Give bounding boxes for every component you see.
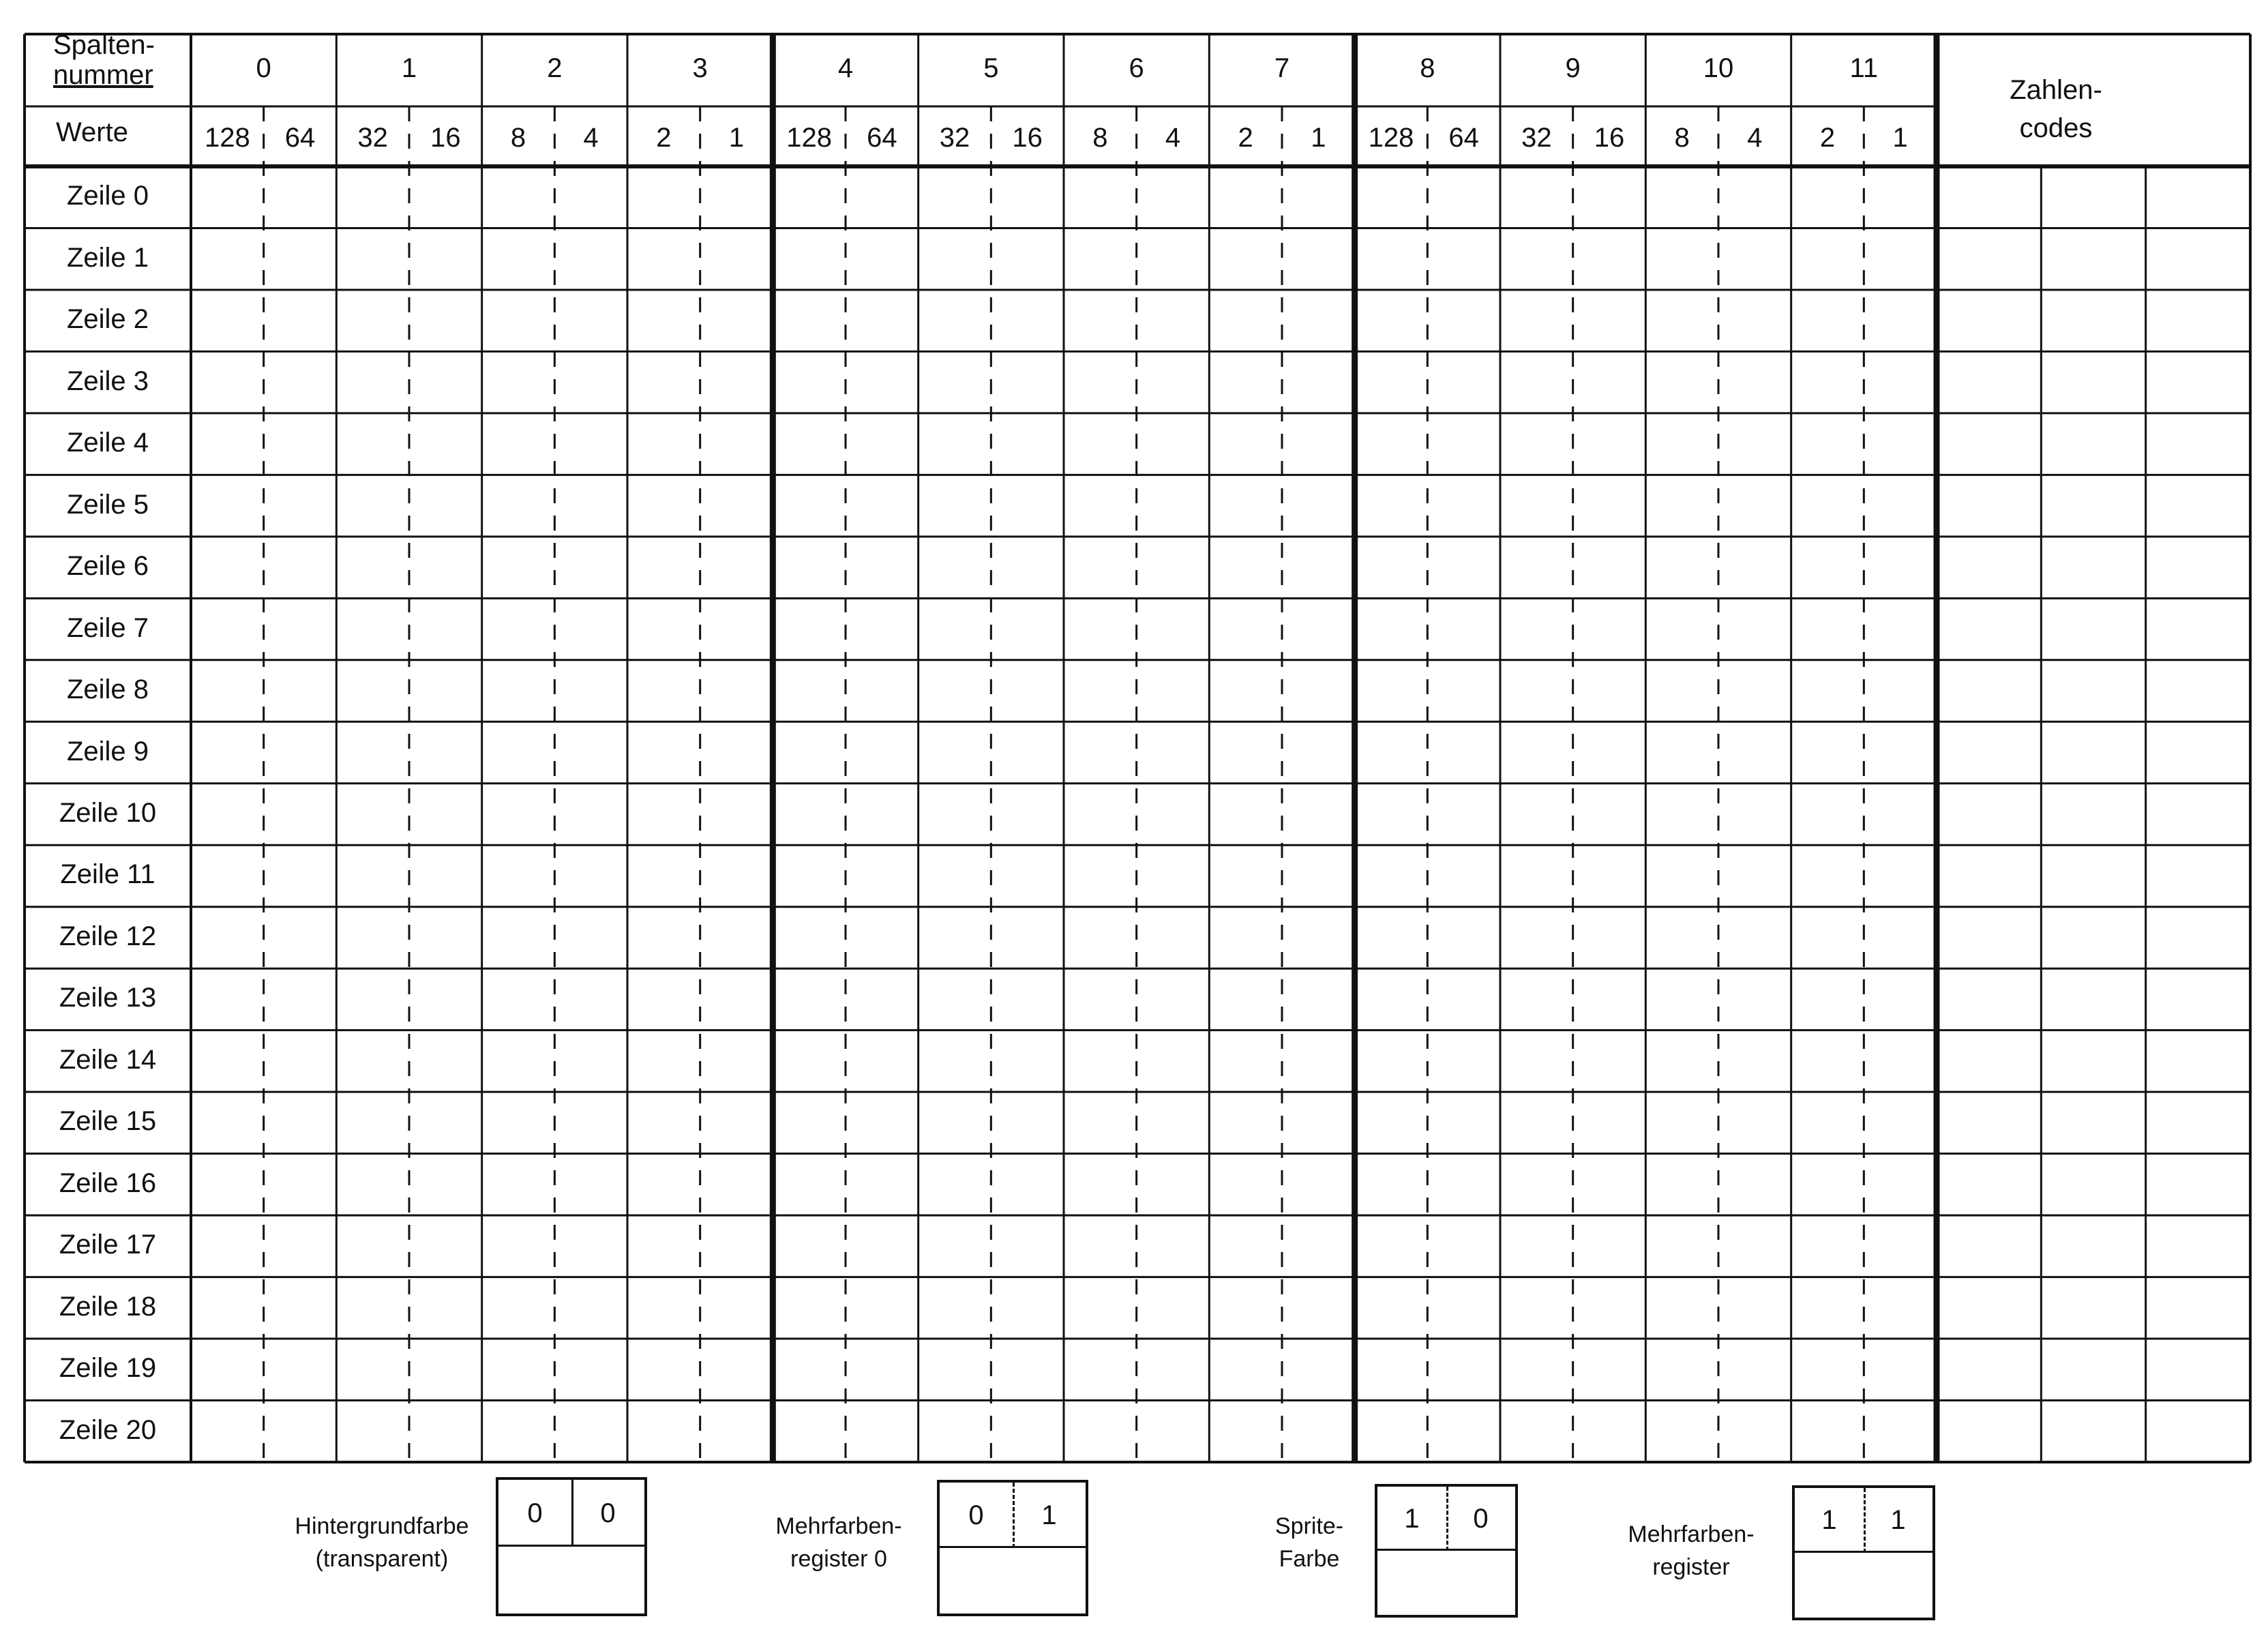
bit-value: 1 xyxy=(1892,123,1908,153)
legend-box-background xyxy=(496,1477,647,1616)
legend-label-line2: (transparent) xyxy=(315,1546,449,1572)
column-number: 11 xyxy=(1849,53,1879,83)
bit-value: 16 xyxy=(1594,123,1625,153)
legend-label-multicolor-0 xyxy=(750,1510,927,1575)
bit-value: 2 xyxy=(656,123,672,153)
legend-label-line1: Sprite- xyxy=(1274,1513,1344,1539)
bit-value: 64 xyxy=(1448,123,1479,153)
row-label: Zeile 14 xyxy=(59,1044,157,1075)
legend-label-background xyxy=(259,1510,505,1575)
bit-value: 128 xyxy=(1368,123,1414,153)
legend-box-multicolor xyxy=(1792,1485,1935,1620)
row-label: Zeile 17 xyxy=(59,1230,157,1260)
legend-box-multicolor-0 xyxy=(937,1480,1088,1616)
legend-label-line2: Farbe xyxy=(1279,1546,1340,1572)
werte-label: Werte xyxy=(56,117,128,147)
row-label: Zeile 20 xyxy=(59,1414,157,1445)
bit-value: 32 xyxy=(939,123,970,153)
row-label: Zeile 1 xyxy=(66,242,149,273)
bit-value: 8 xyxy=(510,123,526,153)
bit-value: 16 xyxy=(430,123,461,153)
column-number: 9 xyxy=(1565,53,1581,83)
column-number: 6 xyxy=(1129,53,1144,83)
bit-value: 64 xyxy=(867,123,897,153)
column-number: 7 xyxy=(1274,53,1290,83)
bit-value: 16 xyxy=(1012,123,1043,153)
row-label: Zeile 16 xyxy=(59,1167,157,1198)
row-label: Zeile 11 xyxy=(60,859,155,890)
bit-value: 64 xyxy=(284,123,316,153)
bit-value: 32 xyxy=(357,123,388,153)
zahlen-codes-label xyxy=(1943,71,2168,147)
row-label: Zeile 8 xyxy=(66,674,149,705)
column-number: 3 xyxy=(692,53,708,83)
zahlen-label-line2: codes xyxy=(2019,113,2093,143)
legend-bit: 0 xyxy=(527,1498,543,1528)
legend-bit: 0 xyxy=(1473,1503,1489,1534)
bit-value: 1 xyxy=(1311,123,1326,153)
legend-bit: 1 xyxy=(1404,1503,1420,1534)
column-number: 2 xyxy=(547,53,563,83)
legend-label-line1: Mehrfarben- xyxy=(1628,1521,1755,1547)
column-number: 5 xyxy=(983,53,999,83)
bit-value: 8 xyxy=(1674,123,1690,153)
row-label: Zeile 15 xyxy=(59,1106,157,1137)
bit-value: 2 xyxy=(1819,123,1836,153)
bit-value: 128 xyxy=(204,123,250,153)
legend-bit: 0 xyxy=(600,1498,616,1528)
row-label: Zeile 2 xyxy=(66,304,149,335)
column-number: 4 xyxy=(837,53,854,83)
bit-value: 1 xyxy=(728,123,745,153)
legend-label-multicolor xyxy=(1602,1518,1780,1583)
row-label: Zeile 5 xyxy=(66,489,149,520)
row-label: Zeile 18 xyxy=(59,1291,157,1322)
row-label: Zeile 6 xyxy=(66,551,149,582)
spalten-label-line1: Spalten- xyxy=(53,30,155,60)
bit-value: 2 xyxy=(1238,123,1253,153)
bit-value: 4 xyxy=(1747,123,1763,153)
column-number: 10 xyxy=(1703,53,1734,83)
grid-lines xyxy=(25,34,2250,1462)
row-label: Zeile 9 xyxy=(66,736,149,767)
row-label: Zeile 13 xyxy=(59,983,157,1013)
row-label: Zeile 12 xyxy=(59,921,157,951)
bit-value: 4 xyxy=(583,123,599,153)
legend-box-sprite-color xyxy=(1375,1484,1518,1618)
bit-value: 8 xyxy=(1092,123,1108,153)
legend-bit: 1 xyxy=(1890,1505,1906,1535)
spalten-label-line2: nummer xyxy=(53,60,153,90)
legend-bit: 0 xyxy=(968,1500,984,1530)
row-label: Zeile 7 xyxy=(66,612,149,643)
bit-value: 4 xyxy=(1165,123,1181,153)
column-number: 0 xyxy=(256,53,271,83)
row-label: Zeile 4 xyxy=(66,428,149,458)
legend-label-line2: register 0 xyxy=(790,1546,887,1572)
bit-value: 32 xyxy=(1521,123,1552,153)
legend-label-line2: register xyxy=(1652,1554,1730,1580)
row-label: Zeile 19 xyxy=(59,1353,157,1384)
zahlen-label-line1: Zahlen- xyxy=(2010,75,2102,105)
bit-value: 128 xyxy=(786,123,833,153)
column-number: 1 xyxy=(401,53,417,83)
column-number: 8 xyxy=(1420,53,1435,83)
legend-bit: 1 xyxy=(1041,1500,1057,1530)
row-label: Zeile 10 xyxy=(59,798,157,828)
row-label: Zeile 0 xyxy=(66,181,149,211)
legend-bit: 1 xyxy=(1821,1505,1837,1535)
row-label: Zeile 3 xyxy=(66,366,149,396)
legend-label-line1: Hintergrundfarbe xyxy=(295,1513,469,1539)
legend-label-sprite-color xyxy=(1241,1510,1377,1575)
spalten-label xyxy=(53,30,155,90)
legend-label-line1: Mehrfarben- xyxy=(775,1513,902,1539)
